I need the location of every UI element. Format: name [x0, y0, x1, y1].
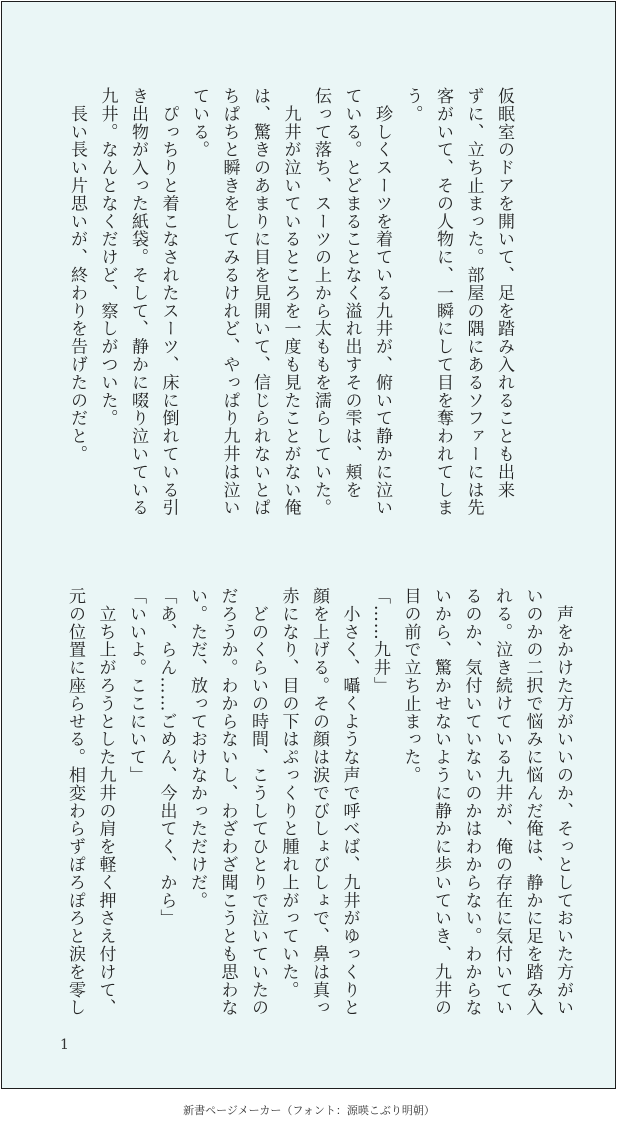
text-block-bottom: [60, 587, 579, 1017]
text-line: 立ち上がろうとした九井の肩を軽く押さえ付けて、: [95, 587, 116, 1017]
text-line: は、驚きのあまりに目を見開いて、信じられないとぱ: [250, 87, 270, 517]
text-line: ている。とどまることなく溢れ出すその雫は、頬を: [341, 87, 362, 499]
book-page: [1, 1, 616, 1089]
text-line: 小さく、囁くような声で呼べば、九井がゆっくりと: [339, 587, 360, 1017]
text-line: き出物が入った紙袋。そして、静かに啜り泣いている: [128, 87, 148, 517]
text-line: いから、驚かせないように静かに歩いていき、九井の: [431, 587, 451, 1017]
text-line: 「いいよ。ここにいて」: [126, 587, 146, 784]
text-line: ている。: [189, 87, 209, 159]
text-line: 九井。なんとなくだけど、察しがついた。: [97, 87, 118, 428]
text-line: 伝って落ち、スーツの上から太ももを濡らしていた。: [311, 87, 331, 517]
text-line: 元の位置に座らせる。相変わらずぽろぽろと涙を零し: [65, 587, 85, 1017]
text-line: いのかの二択で悩みに悩んだ俺は、静かに足を踏み入: [522, 587, 543, 1017]
page-number: 1: [60, 1037, 69, 1053]
text-line: だろうか。わからないし、わざわざ聞こうとも思わな: [217, 587, 238, 1017]
text-line: 「……九井」: [370, 587, 390, 695]
text-line: 仮眠室のドアを開いて、足を踏み入れることも出来: [494, 87, 514, 499]
text-line: 九井が泣いているところを一度も見たことがない俺: [280, 87, 301, 517]
text-line: 顔を上げる。その顔は涙でびしょびしょで、鼻は真っ: [309, 587, 329, 1017]
text-line: 赤になり、目の下はぷっくりと腫れ上がっていた。: [278, 587, 299, 999]
text-line: 声をかけた方がいいのか、そっとしておいた方がい: [553, 587, 573, 1017]
text-line: う。: [402, 87, 423, 123]
text-line: ちぱちと瞬きをしてみるけれど、やっぱり九井は泣い: [219, 87, 240, 517]
footer-credit: 新書ページメーカー（フォント：源暎こぶり明朝）: [183, 1104, 435, 1117]
text-line: 客がいて、その人物に、一瞬にして目を奪われてしま: [433, 87, 453, 517]
text-line: 目の前で立ち止まった。: [400, 587, 421, 784]
text-line: ずに、立ち止まった。部屋の隅にあるソファーには先: [463, 87, 484, 517]
text-line: ぴっちりと着こなされたスーツ、床に倒れている引: [158, 87, 179, 517]
text-line: 珍しくスーツを着ている九井が、俯いて静かに泣い: [372, 87, 392, 517]
text-line: い。ただ、放っておけなかっただけだ。: [187, 587, 207, 910]
text-block-top: [62, 87, 520, 527]
text-line: どのくらいの時間、こうしてひとりで泣いていたの: [248, 587, 268, 1017]
text-line: 長い長い片思いが、終わりを告げたのだと。: [67, 87, 87, 463]
text-line: 「あ、らん……ごめん、今出てく、から」: [156, 587, 177, 928]
text-line: れる。泣き続けている九井が、俺の存在に気付いてい: [492, 587, 512, 1017]
text-line: るのか、気付いていないのかはわからない。わからな: [461, 587, 482, 1017]
